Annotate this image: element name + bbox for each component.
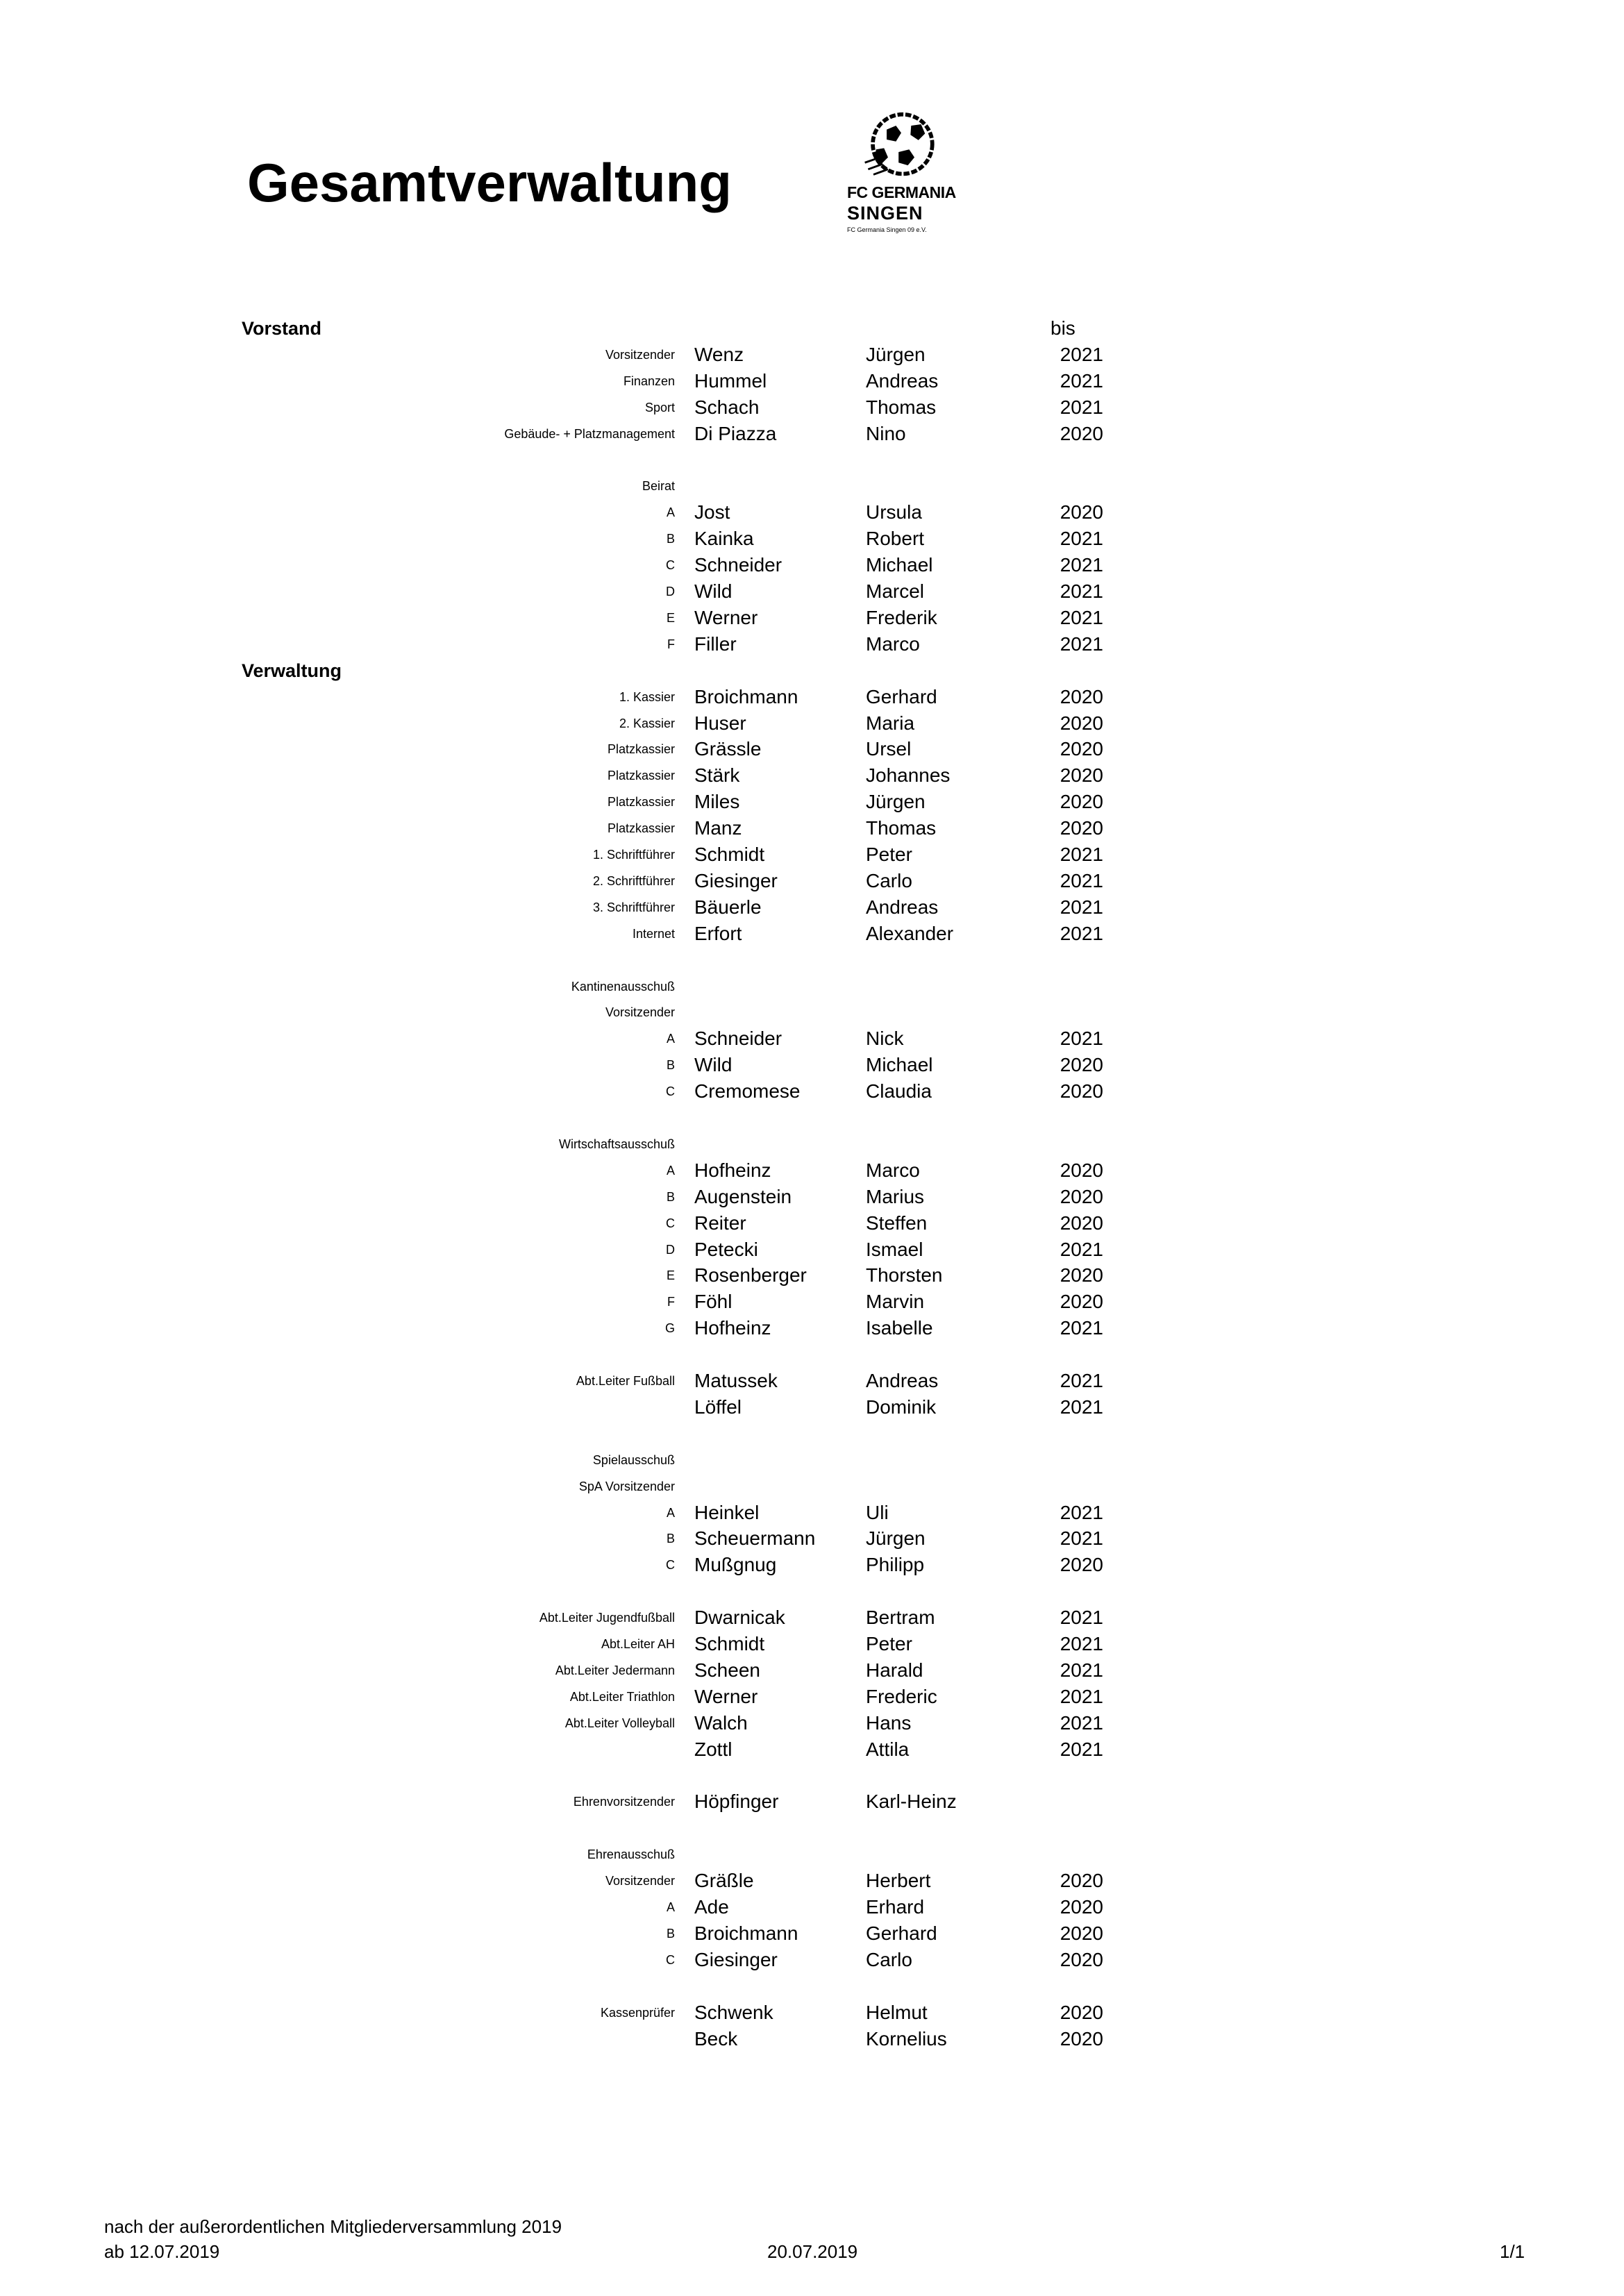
table-row	[0, 342, 1624, 368]
surname: Ade	[694, 1896, 729, 1918]
first-name: Carlo	[866, 1948, 912, 1970]
term-until-year: 2021	[1060, 554, 1103, 576]
term-until-year: 2020	[1060, 712, 1103, 734]
first-name: Helmut	[866, 2001, 928, 2023]
surname: Schneider	[694, 1028, 782, 1050]
role-label: Sport	[644, 400, 675, 414]
first-name: Marco	[866, 1159, 920, 1181]
table-row	[0, 1157, 1624, 1184]
first-name: Andreas	[866, 1370, 939, 1391]
role-label: Ehrenausschuß	[587, 1847, 675, 1862]
surname: Jost	[694, 501, 730, 523]
table-row	[0, 1841, 1624, 1868]
role-label: Ehrenvorsitzender	[573, 1795, 675, 1809]
role-label: 2. Schriftführer	[592, 873, 675, 888]
first-name: Kornelius	[866, 2027, 947, 2050]
table-row	[0, 368, 1624, 394]
surname: Wild	[694, 580, 733, 602]
table-row	[0, 1631, 1624, 1657]
first-name: Frederic	[866, 1685, 937, 1707]
term-until-year: 2020	[1060, 791, 1103, 813]
surname: Miles	[694, 791, 740, 813]
term-until-year: 2020	[1060, 2001, 1103, 2023]
surname: Huser	[694, 712, 746, 734]
surname: Stärk	[694, 764, 740, 787]
role-label: A	[666, 1900, 675, 1914]
table-row	[0, 1447, 1624, 1473]
surname: Schwenk	[694, 2001, 773, 2023]
term-until-year: 2021	[1060, 1317, 1103, 1339]
term-until-year: 2021	[1060, 396, 1103, 418]
surname: Walch	[694, 1711, 748, 1734]
table-row	[0, 815, 1624, 841]
surname: Cremomese	[694, 1080, 801, 1103]
term-until-year: 2021	[1060, 1711, 1103, 1734]
term-until-year: 2021	[1060, 1633, 1103, 1654]
surname: Augenstein	[694, 1185, 792, 1207]
surname: Matussek	[694, 1370, 778, 1391]
role-label: Wirtschaftsausschuß	[558, 1137, 675, 1151]
term-until-year: 2020	[1060, 764, 1103, 787]
table-row	[0, 973, 1624, 1000]
role-label: F	[667, 1295, 675, 1309]
role-label: B	[666, 1926, 675, 1941]
role-label: Platzkassier	[607, 769, 675, 783]
first-name: Carlo	[866, 869, 912, 891]
table-row	[0, 421, 1624, 447]
first-name: Andreas	[866, 896, 939, 918]
term-until-year: 2020	[1060, 1896, 1103, 1918]
first-name: Johannes	[866, 764, 951, 787]
term-until-year: 2021	[1060, 632, 1103, 655]
term-until-year: 2020	[1060, 1291, 1103, 1313]
term-until-year: 2021	[1060, 1396, 1103, 1418]
table-row	[0, 789, 1624, 815]
surname: Hofheinz	[694, 1317, 771, 1339]
term-until-year: 2021	[1060, 869, 1103, 891]
term-until-year: 2021	[1060, 844, 1103, 865]
term-until-year: 2021	[1060, 1659, 1103, 1681]
term-until-year: 2021	[1060, 1527, 1103, 1550]
role-label: Finanzen	[623, 374, 675, 388]
term-until-year: 2021	[1060, 896, 1103, 918]
role-label: A	[666, 1163, 675, 1178]
first-name: Karl-Heinz	[866, 1791, 957, 1813]
first-name: Isabelle	[866, 1317, 933, 1339]
term-until-year: 2020	[1060, 1948, 1103, 1970]
first-name: Erhard	[866, 1896, 925, 1918]
term-until-year: 2020	[1060, 685, 1103, 707]
first-name: Nick	[866, 1028, 904, 1050]
table-row	[0, 736, 1624, 762]
surname: Mußgnug	[694, 1554, 777, 1576]
table-row	[0, 710, 1624, 737]
surname: Wenz	[694, 343, 744, 365]
table-row	[0, 841, 1624, 868]
section-heading: Vorstand	[242, 318, 322, 339]
first-name: Thomas	[866, 396, 937, 418]
first-name: Michael	[866, 554, 933, 576]
first-name: Robert	[866, 528, 925, 550]
role-label: Spielausschuß	[592, 1452, 675, 1467]
table-row	[0, 762, 1624, 789]
role-label: 1. Schriftführer	[592, 848, 675, 862]
first-name: Bertram	[866, 1607, 935, 1629]
table-row	[0, 447, 1624, 474]
term-until-year: 2020	[1060, 1870, 1103, 1892]
table-row	[0, 1894, 1624, 1920]
term-until-year: 2021	[1060, 922, 1103, 944]
table-row	[0, 1578, 1624, 1604]
surname: Gräßle	[694, 1870, 754, 1892]
surname: Werner	[694, 606, 758, 628]
table-row	[0, 1920, 1624, 1947]
table-row	[0, 631, 1624, 657]
role-label: Abt.Leiter AH	[601, 1637, 675, 1651]
first-name: Peter	[866, 1633, 912, 1654]
first-name: Uli	[866, 1501, 889, 1523]
table-row	[0, 947, 1624, 973]
table-row	[0, 1078, 1624, 1105]
term-until-year: 2021	[1060, 1685, 1103, 1707]
term-until-year: 2021	[1060, 606, 1103, 628]
surname: Grässle	[694, 738, 762, 760]
role-label: Gebäude- + Platzmanagement	[504, 426, 675, 441]
table-row	[0, 1289, 1624, 1315]
surname: Dwarnicak	[694, 1607, 785, 1629]
table-row	[0, 578, 1624, 605]
section-heading-row	[0, 315, 1624, 342]
table-row	[0, 2026, 1624, 2052]
role-label: B	[666, 1532, 675, 1546]
table-row	[0, 1025, 1624, 1052]
role-label: C	[666, 558, 675, 573]
term-until-year: 2020	[1060, 1554, 1103, 1576]
term-until-year: 2020	[1060, 501, 1103, 523]
role-label: D	[666, 585, 675, 598]
term-until-year: 2021	[1060, 1607, 1103, 1629]
first-name: Thorsten	[866, 1264, 943, 1287]
surname: Löffel	[694, 1396, 742, 1418]
table-row	[0, 684, 1624, 710]
first-name: Marvin	[866, 1291, 925, 1313]
role-label: E	[666, 1268, 675, 1283]
table-row	[0, 1368, 1624, 1394]
role-label: 2. Kassier	[619, 716, 675, 730]
first-name: Andreas	[866, 369, 939, 392]
first-name: Claudia	[866, 1080, 932, 1103]
first-name: Philipp	[866, 1554, 925, 1576]
surname: Schmidt	[694, 1633, 765, 1654]
term-until-year: 2021	[1060, 580, 1103, 602]
table-row	[0, 868, 1624, 894]
surname: Scheuermann	[694, 1527, 816, 1550]
surname: Giesinger	[694, 869, 778, 891]
role-label: D	[666, 1242, 675, 1257]
role-label: Abt.Leiter Jedermann	[555, 1663, 675, 1677]
table-row	[0, 526, 1624, 552]
surname: Erfort	[694, 922, 742, 944]
role-label: SpA Vorsitzender	[578, 1479, 675, 1493]
surname: Hummel	[694, 369, 767, 392]
first-name: Hans	[866, 1711, 912, 1734]
table-row	[0, 1052, 1624, 1078]
role-label: C	[666, 1558, 675, 1573]
first-name: Dominik	[866, 1396, 937, 1418]
role-label: B	[666, 532, 675, 546]
term-until-year: 2021	[1060, 1028, 1103, 1050]
surname: Wild	[694, 1054, 733, 1076]
role-label: G	[664, 1321, 675, 1336]
first-name: Maria	[866, 712, 915, 734]
term-until-year: 2021	[1060, 369, 1103, 392]
surname: Schach	[694, 396, 760, 418]
first-name: Harald	[866, 1659, 923, 1681]
term-until-year: 2021	[1060, 1238, 1103, 1260]
table-row	[0, 1657, 1624, 1684]
table-row	[0, 1947, 1624, 1973]
first-name: Jürgen	[866, 343, 926, 365]
page-title: Gesamtverwaltung	[247, 152, 732, 213]
table-row	[0, 1394, 1624, 1421]
surname: Kainka	[694, 528, 754, 550]
surname: Föhl	[694, 1291, 733, 1313]
term-until-year: 2020	[1060, 738, 1103, 760]
table-row	[0, 552, 1624, 578]
term-until-year: 2020	[1060, 422, 1103, 444]
term-until-year: 2021	[1060, 1370, 1103, 1391]
first-name: Frederik	[866, 606, 937, 628]
surname: Bäuerle	[694, 896, 762, 918]
table-row	[0, 1710, 1624, 1736]
first-name: Michael	[866, 1054, 933, 1076]
first-name: Marius	[866, 1185, 925, 1207]
surname: Di Piazza	[694, 422, 777, 444]
surname: Schmidt	[694, 844, 765, 865]
surname: Manz	[694, 817, 742, 839]
table-row	[0, 1763, 1624, 1789]
role-label: A	[666, 1032, 675, 1046]
table-row	[0, 1604, 1624, 1631]
table-row	[0, 1184, 1624, 1210]
table-row	[0, 999, 1624, 1025]
logo-subtitle: FC Germania Singen 09 e.V.	[847, 226, 927, 233]
table-row	[0, 1684, 1624, 1710]
role-label: Vorsitzender	[605, 347, 675, 362]
footer-page-number: 1/1	[1500, 2241, 1525, 2262]
first-name: Ismael	[866, 1238, 923, 1260]
surname: Heinkel	[694, 1501, 760, 1523]
table-row	[0, 499, 1624, 526]
surname: Rosenberger	[694, 1264, 807, 1287]
term-until-year: 2021	[1060, 1501, 1103, 1523]
first-name: Nino	[866, 422, 906, 444]
term-until-year: 2021	[1060, 1738, 1103, 1760]
surname: Werner	[694, 1685, 758, 1707]
role-label: E	[666, 610, 675, 625]
term-until-year: 2020	[1060, 1185, 1103, 1207]
role-label: Abt.Leiter Jugendfußball	[539, 1611, 675, 1625]
role-label: Beirat	[642, 479, 675, 494]
first-name: Marcel	[866, 580, 925, 602]
footer-note: nach der außerordentlichen Mitgliederversammlung 2019	[104, 2216, 562, 2237]
surname: Broichmann	[694, 1922, 798, 1944]
footer-date: 20.07.2019	[767, 2241, 858, 2262]
club-logo	[840, 111, 993, 240]
role-label: Internet	[632, 926, 675, 941]
first-name: Thomas	[866, 817, 937, 839]
first-name: Herbert	[866, 1870, 931, 1892]
role-label: 1. Kassier	[619, 689, 675, 704]
role-label: Platzkassier	[607, 821, 675, 836]
table-row	[0, 1552, 1624, 1578]
role-label: Vorsitzender	[605, 1874, 675, 1888]
role-label: C	[666, 1216, 675, 1230]
term-until-year: 2021	[1060, 343, 1103, 365]
table-row	[0, 1315, 1624, 1341]
table-row	[0, 921, 1624, 947]
table-row	[0, 2000, 1624, 2026]
surname: Giesinger	[694, 1948, 778, 1970]
first-name: Ursel	[866, 738, 912, 760]
surname: Scheen	[694, 1659, 760, 1681]
surname: Petecki	[694, 1238, 758, 1260]
term-until-year: 2020	[1060, 1159, 1103, 1181]
term-until-year: 2020	[1060, 1054, 1103, 1076]
table-row	[0, 394, 1624, 421]
role-label: Vorsitzender	[605, 1005, 675, 1020]
footer-valid-from: ab 12.07.2019	[104, 2241, 220, 2262]
role-label: Kassenprüfer	[600, 2005, 675, 2020]
table-row	[0, 1237, 1624, 1263]
role-label: Abt.Leiter Triathlon	[569, 1689, 675, 1704]
role-label: F	[667, 637, 675, 651]
table-row	[0, 473, 1624, 499]
role-label: Platzkassier	[607, 795, 675, 810]
first-name: Gerhard	[866, 685, 937, 707]
surname: Höpfinger	[694, 1791, 779, 1813]
surname: Hofheinz	[694, 1159, 771, 1181]
surname: Reiter	[694, 1212, 746, 1234]
table-row	[0, 1105, 1624, 1131]
surname: Broichmann	[694, 685, 798, 707]
first-name: Jürgen	[866, 1527, 926, 1550]
term-until-year: 2021	[1060, 528, 1103, 550]
term-until-year: 2020	[1060, 1264, 1103, 1287]
term-until-year: 2020	[1060, 1922, 1103, 1944]
surname: Schneider	[694, 554, 782, 576]
table-row	[0, 1788, 1624, 1815]
first-name: Marco	[866, 632, 920, 655]
table-row	[0, 1210, 1624, 1237]
role-label: A	[666, 1505, 675, 1520]
section-heading-row	[0, 657, 1624, 684]
table-row	[0, 1815, 1624, 1841]
table-row	[0, 1131, 1624, 1157]
table-row	[0, 1736, 1624, 1763]
role-label: Platzkassier	[607, 742, 675, 757]
first-name: Steffen	[866, 1212, 928, 1234]
table-row	[0, 894, 1624, 921]
first-name: Gerhard	[866, 1922, 937, 1944]
column-header-bis: bis	[1050, 317, 1075, 339]
first-name: Alexander	[866, 922, 954, 944]
first-name: Attila	[866, 1738, 910, 1760]
role-label: C	[666, 1084, 675, 1099]
section-heading: Verwaltung	[242, 660, 342, 681]
table-row	[0, 1473, 1624, 1500]
table-row	[0, 1525, 1624, 1552]
term-until-year: 2020	[1060, 1080, 1103, 1103]
term-until-year: 2020	[1060, 817, 1103, 839]
table-row	[0, 1500, 1624, 1526]
role-label: Abt.Leiter Volleyball	[564, 1716, 675, 1730]
first-name: Peter	[866, 844, 912, 865]
table-row	[0, 1421, 1624, 1447]
role-label: 3. Schriftführer	[592, 900, 675, 914]
surname: Zottl	[694, 1738, 733, 1760]
table-row	[0, 1341, 1624, 1368]
role-label: Kantinenausschuß	[571, 979, 675, 994]
role-label: C	[666, 1952, 675, 1967]
soccer-ball-icon	[860, 111, 943, 184]
table-row	[0, 605, 1624, 631]
first-name: Ursula	[866, 501, 922, 523]
table-row	[0, 1262, 1624, 1289]
term-until-year: 2020	[1060, 2027, 1103, 2050]
table-row	[0, 1973, 1624, 2000]
first-name: Jürgen	[866, 791, 926, 813]
surname: Filler	[694, 632, 737, 655]
logo-line1: FC GERMANIA	[847, 183, 956, 201]
role-label: B	[666, 1189, 675, 1204]
role-label: A	[666, 505, 675, 520]
role-label: Abt.Leiter Fußball	[576, 1374, 675, 1388]
logo-line2: SINGEN	[847, 203, 923, 224]
role-label: B	[666, 1058, 675, 1073]
surname: Beck	[694, 2027, 738, 2050]
term-until-year: 2020	[1060, 1212, 1103, 1234]
table-row	[0, 1868, 1624, 1894]
